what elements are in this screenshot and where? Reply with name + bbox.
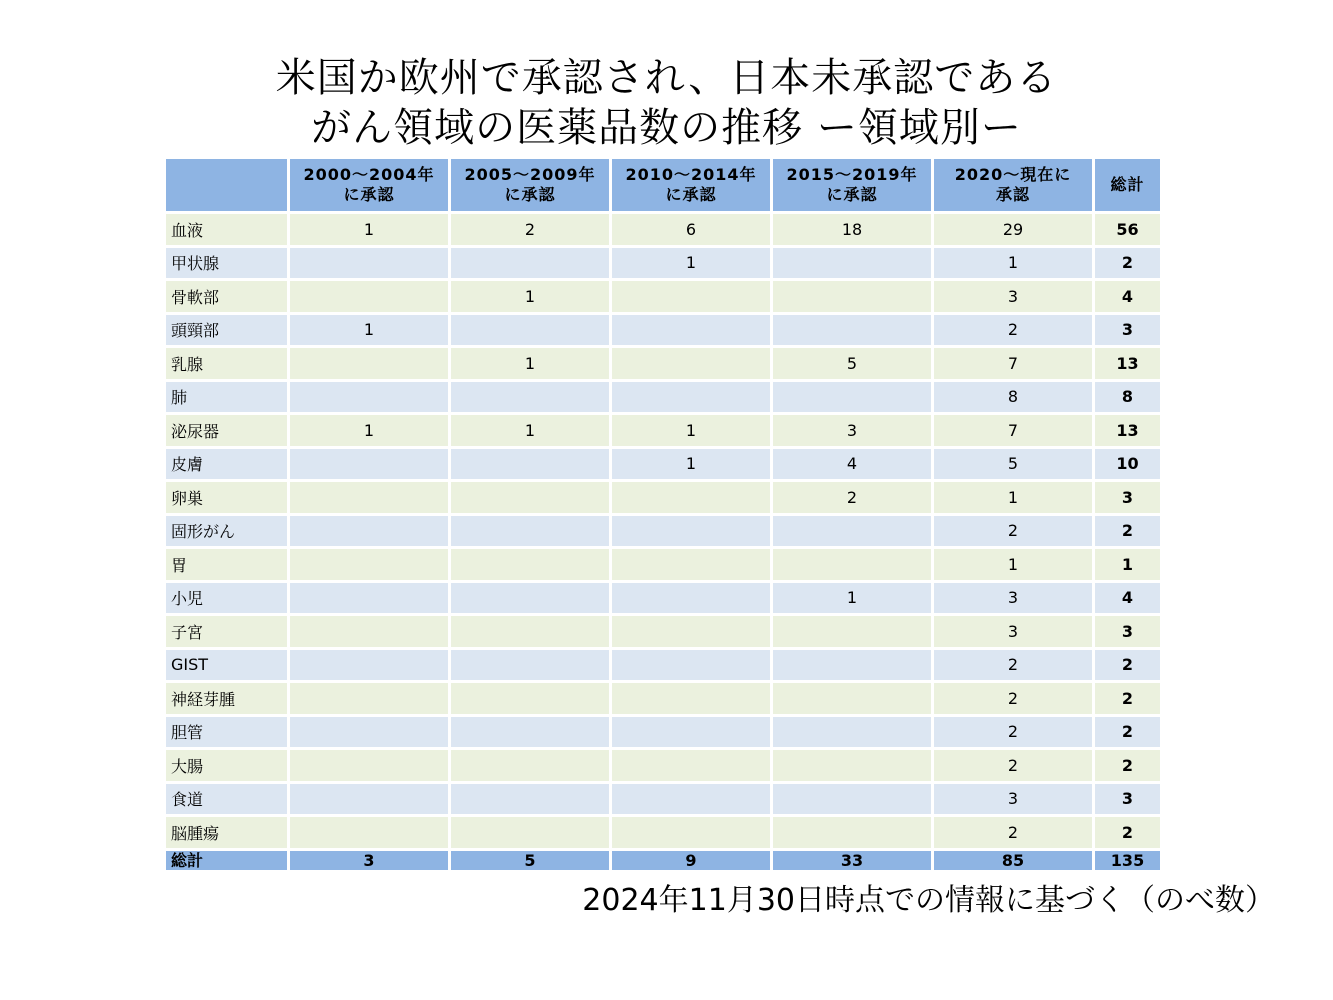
table-row — [166, 348, 1160, 379]
row-total-cell: 2 — [1095, 248, 1160, 279]
value-cell: 3 — [934, 784, 1092, 815]
value-cell: 2 — [451, 214, 609, 245]
total-row — [166, 851, 1160, 870]
value-cell — [773, 248, 931, 279]
value-cell — [612, 650, 770, 681]
grand-total-cell: 135 — [1095, 851, 1160, 870]
value-cell — [451, 616, 609, 647]
value-cell — [451, 516, 609, 547]
value-cell — [612, 382, 770, 413]
table-row — [166, 482, 1160, 513]
value-cell: 1 — [290, 315, 448, 346]
row-category: 頭頸部 — [166, 315, 287, 346]
value-cell: 29 — [934, 214, 1092, 245]
row-total-cell: 3 — [1095, 482, 1160, 513]
value-cell — [612, 549, 770, 580]
value-cell — [290, 717, 448, 748]
row-total-cell: 3 — [1095, 616, 1160, 647]
value-cell: 3 — [934, 616, 1092, 647]
footnote: 2024年11月30日時点での情報に基づく（のべ数） — [582, 883, 1275, 918]
value-cell: 3 — [934, 281, 1092, 312]
table-row — [166, 717, 1160, 748]
value-cell: 1 — [773, 583, 931, 614]
value-cell: 1 — [290, 415, 448, 446]
total-cell: 33 — [773, 851, 931, 870]
row-total-cell: 2 — [1095, 817, 1160, 848]
value-cell — [612, 348, 770, 379]
header-label-line: 2020～現在に — [954, 165, 1072, 184]
row-total-cell: 1 — [1095, 549, 1160, 580]
row-category: 皮膚 — [166, 449, 287, 480]
value-cell — [451, 750, 609, 781]
value-cell — [290, 382, 448, 413]
data-table — [163, 156, 1163, 873]
header-label-line: に承認 — [504, 185, 556, 204]
row-category: 子宮 — [166, 616, 287, 647]
value-cell — [773, 784, 931, 815]
value-cell — [451, 784, 609, 815]
value-cell: 8 — [934, 382, 1092, 413]
row-category: 胃 — [166, 549, 287, 580]
row-category: 大腸 — [166, 750, 287, 781]
value-cell — [773, 817, 931, 848]
value-cell — [773, 549, 931, 580]
row-category: 食道 — [166, 784, 287, 815]
value-cell — [612, 717, 770, 748]
value-cell: 2 — [934, 650, 1092, 681]
value-cell — [290, 248, 448, 279]
value-cell — [612, 683, 770, 714]
value-cell: 2 — [934, 817, 1092, 848]
row-category: 乳腺 — [166, 348, 287, 379]
row-total-cell: 2 — [1095, 650, 1160, 681]
row-total-cell: 10 — [1095, 449, 1160, 480]
value-cell — [451, 717, 609, 748]
value-cell: 2 — [934, 717, 1092, 748]
value-cell — [612, 784, 770, 815]
row-total-cell: 2 — [1095, 717, 1160, 748]
value-cell: 1 — [934, 248, 1092, 279]
header-label-line: に承認 — [665, 185, 717, 204]
value-cell: 3 — [773, 415, 931, 446]
value-cell — [773, 616, 931, 647]
value-cell — [290, 281, 448, 312]
total-row-label: 総計 — [166, 851, 287, 870]
row-category: 固形がん — [166, 516, 287, 547]
total-cell: 85 — [934, 851, 1092, 870]
value-cell: 18 — [773, 214, 931, 245]
value-cell: 2 — [934, 683, 1092, 714]
value-cell — [773, 315, 931, 346]
value-cell: 1 — [612, 415, 770, 446]
value-cell: 1 — [612, 449, 770, 480]
table-row — [166, 516, 1160, 547]
row-total-cell: 3 — [1095, 315, 1160, 346]
value-cell — [612, 281, 770, 312]
value-cell — [451, 683, 609, 714]
value-cell — [773, 717, 931, 748]
value-cell: 1 — [451, 415, 609, 446]
value-cell — [290, 583, 448, 614]
row-total-cell: 8 — [1095, 382, 1160, 413]
row-category: 甲状腺 — [166, 248, 287, 279]
value-cell — [612, 750, 770, 781]
table-row — [166, 449, 1160, 480]
value-cell — [451, 482, 609, 513]
row-category: 神経芽腫 — [166, 683, 287, 714]
value-cell — [451, 449, 609, 480]
value-cell — [290, 784, 448, 815]
value-cell: 5 — [934, 449, 1092, 480]
row-category: 骨軟部 — [166, 281, 287, 312]
row-category: 胆管 — [166, 717, 287, 748]
row-total-cell: 2 — [1095, 750, 1160, 781]
value-cell — [290, 750, 448, 781]
table-row — [166, 415, 1160, 446]
value-cell — [451, 549, 609, 580]
table-row — [166, 382, 1160, 413]
table-row — [166, 248, 1160, 279]
value-cell — [773, 516, 931, 547]
header-total — [1095, 159, 1160, 211]
table-row — [166, 683, 1160, 714]
header-2005-2009 — [451, 159, 609, 211]
value-cell — [612, 315, 770, 346]
value-cell — [290, 817, 448, 848]
value-cell: 7 — [934, 415, 1092, 446]
table-row — [166, 784, 1160, 815]
row-category: 卵巣 — [166, 482, 287, 513]
value-cell — [290, 482, 448, 513]
table-row — [166, 750, 1160, 781]
value-cell — [451, 817, 609, 848]
value-cell: 3 — [934, 583, 1092, 614]
value-cell — [451, 583, 609, 614]
total-cell: 5 — [451, 851, 609, 870]
value-cell: 1 — [612, 248, 770, 279]
value-cell — [290, 516, 448, 547]
table-row — [166, 549, 1160, 580]
value-cell — [290, 449, 448, 480]
value-cell — [451, 248, 609, 279]
row-total-cell: 13 — [1095, 415, 1160, 446]
value-cell: 5 — [773, 348, 931, 379]
header-2000-2004 — [290, 159, 448, 211]
table-row — [166, 817, 1160, 848]
value-cell — [773, 382, 931, 413]
header-category — [166, 159, 287, 211]
row-total-cell: 4 — [1095, 583, 1160, 614]
header-label-line: 承認 — [995, 185, 1030, 204]
value-cell — [612, 516, 770, 547]
value-cell — [290, 683, 448, 714]
value-cell — [612, 616, 770, 647]
value-cell: 1 — [451, 348, 609, 379]
row-category: 肺 — [166, 382, 287, 413]
value-cell — [451, 315, 609, 346]
row-total-cell: 2 — [1095, 683, 1160, 714]
header-label-line: 2000～2004年 — [303, 165, 435, 184]
total-cell: 3 — [290, 851, 448, 870]
table-row — [166, 315, 1160, 346]
value-cell — [290, 348, 448, 379]
header-2020-present — [934, 159, 1092, 211]
row-total-cell: 2 — [1095, 516, 1160, 547]
value-cell: 1 — [934, 482, 1092, 513]
row-total-cell: 13 — [1095, 348, 1160, 379]
total-cell: 9 — [612, 851, 770, 870]
table-body — [166, 214, 1160, 848]
value-cell — [773, 281, 931, 312]
value-cell — [773, 650, 931, 681]
value-cell: 4 — [773, 449, 931, 480]
value-cell: 1 — [451, 281, 609, 312]
value-cell — [773, 750, 931, 781]
row-total-cell: 3 — [1095, 784, 1160, 815]
value-cell — [290, 616, 448, 647]
value-cell: 2 — [934, 750, 1092, 781]
title-line-2: がん領域の医薬品数の推移 ー領域別ー — [311, 105, 1022, 151]
value-cell — [451, 382, 609, 413]
table-row — [166, 214, 1160, 245]
value-cell: 2 — [934, 315, 1092, 346]
table-row — [166, 281, 1160, 312]
header-2015-2019 — [773, 159, 931, 211]
value-cell — [612, 482, 770, 513]
row-total-cell: 4 — [1095, 281, 1160, 312]
value-cell — [290, 549, 448, 580]
value-cell: 2 — [773, 482, 931, 513]
row-category: 小児 — [166, 583, 287, 614]
row-total-cell: 56 — [1095, 214, 1160, 245]
value-cell: 1 — [934, 549, 1092, 580]
value-cell: 6 — [612, 214, 770, 245]
table-row — [166, 616, 1160, 647]
header-label-line: 2010～2014年 — [625, 165, 757, 184]
value-cell: 1 — [290, 214, 448, 245]
table-row — [166, 583, 1160, 614]
row-category: 脳腫瘍 — [166, 817, 287, 848]
row-category: 泌尿器 — [166, 415, 287, 446]
header-row — [166, 159, 1160, 211]
header-label-line: に承認 — [826, 185, 878, 204]
row-category: 血液 — [166, 214, 287, 245]
value-cell: 2 — [934, 516, 1092, 547]
header-label-line: 総計 — [1110, 175, 1145, 194]
title-line-1: 米国か欧州で承認され、日本未承認である — [275, 55, 1058, 101]
value-cell — [773, 683, 931, 714]
value-cell — [290, 650, 448, 681]
header-2010-2014 — [612, 159, 770, 211]
table-row — [166, 650, 1160, 681]
value-cell — [612, 583, 770, 614]
header-label-line: に承認 — [343, 185, 395, 204]
value-cell — [451, 650, 609, 681]
row-category: GIST — [166, 650, 287, 681]
header-label-line: 2015～2019年 — [786, 165, 918, 184]
value-cell: 7 — [934, 348, 1092, 379]
header-label-line: 2005～2009年 — [464, 165, 596, 184]
value-cell — [612, 817, 770, 848]
